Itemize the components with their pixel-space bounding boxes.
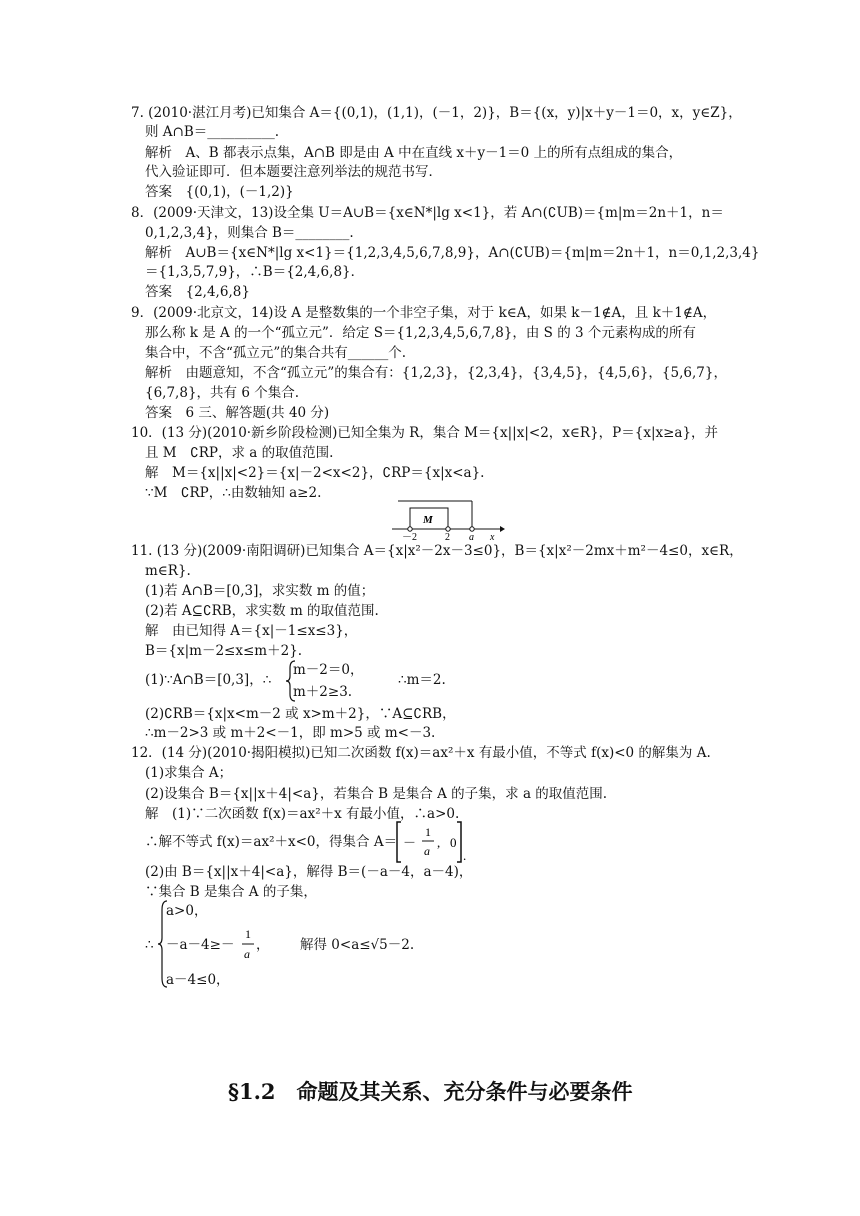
q9-analysis-1: 解析 由题意知，不含“孤立元”的集合有：{1,2,3}，{2,3,4}，{3,4,5}，{4,5,6}，{5,6,7}， — [145, 365, 727, 381]
q11-line-1: 11. (13 分)(2009·南阳调研)已知集合 A＝{x|x²－2x－3≤0}，B＝{x|x²－2mx＋m²－4≤0，x∈R， — [131, 543, 743, 559]
q9-answer-heading: 答案 6 三、解答题(共 40 分) — [145, 405, 330, 421]
point-2 — [446, 527, 450, 531]
interval-period: . — [463, 848, 467, 863]
q11-solution-2: B＝{x|m－2≤x≤m＋2}. — [145, 643, 303, 659]
q7-answer: 答案 {(0,1)，(－1,2)} — [145, 184, 294, 200]
q11-eq-row-2: m＋2≥3. — [293, 684, 353, 700]
q12-part-2: (2)设集合 B＝{x||x＋4|<a}，若集合 B 是集合 A 的子集，求 a 的取值范围. — [145, 786, 608, 802]
q7-analysis-1: 解析 A、B 都表示点集，A∩B 即是由 A 中在直线 x＋y－1＝0 上的所有点组成的集合， — [145, 145, 683, 161]
q8-line-2: 0,1,2,3,4}，则集合 B＝________. — [145, 225, 354, 241]
q8-analysis-2: ＝{1,3,5,7,9}，∴B＝{2,4,6,8}． — [145, 264, 365, 280]
q11-eq-row-1: m－2＝0， — [293, 662, 364, 678]
q12-solution-2: (2)由 B＝{x||x＋4|<a}，解得 B＝(－a－4，a－4)， — [145, 864, 473, 880]
q12-system-result: 解得 0<a≤√5－2. — [300, 937, 415, 953]
q12-solution-1: 解 (1)∵二次函数 f(x)＝ax²＋x 有最小值，∴a>0. — [145, 806, 460, 822]
q11-solution-1: 解 由已知得 A＝{x|－1≤x≤3}， — [145, 623, 358, 639]
section-title: §1.2 命题及其关系、充分条件与必要条件 — [228, 1079, 633, 1104]
q11-part-2: (2)若 A⊆∁RB，求实数 m 的取值范围. — [145, 603, 379, 619]
q10-solution-1: 解 M＝{x||x|<2}＝{x|－2<x<2}，∁RP＝{x|x<a}. — [145, 465, 485, 481]
q8-answer: 答案 {2,4,6,8} — [145, 284, 250, 300]
q7-analysis-2: 代入验证即可．但本题要注意列举法的规范书写． — [145, 164, 442, 180]
q12-part-1: (1)求集合 A； — [145, 765, 233, 781]
q10-line-1: 10．(13 分)(2010·新乡阶段检测)已知全集为 R，集合 M＝{x||x|<2，x∈R}，P＝{x|x≥a}，并 — [131, 425, 719, 441]
q12-system-row-2-post: ， — [256, 937, 270, 953]
q12-system-row-2-pre: －a－4≥－ — [166, 937, 235, 953]
fraction-denominator: a — [424, 844, 430, 858]
fraction-numerator: 1 — [425, 825, 431, 839]
tick-neg2: －2 — [402, 532, 417, 541]
set-m-label: M — [423, 514, 433, 526]
axis-arrow — [500, 526, 505, 532]
system-fraction-numerator: 1 — [245, 927, 251, 941]
point-a — [470, 527, 474, 531]
axis-x-label: x — [490, 532, 495, 541]
right-paren-bracket — [457, 822, 461, 862]
interval-comma: , — [437, 835, 441, 850]
q7-line-2: 则 A∩B＝__________. — [145, 124, 280, 140]
q12-system-row-1: a>0， — [166, 903, 208, 919]
q11-solution-3: (2)∁RB＝{x|x<m－2 或 x>m＋2}，∵A⊆∁RB， — [145, 706, 456, 722]
q9-line-1: 9．(2009·北京文，14)设 A 是整数集的一个非空子集，对于 k∈A，如果 k－1∉A，且 k＋1∉A， — [131, 305, 717, 321]
number-line-diagram — [388, 495, 508, 541]
interval-zero: 0 — [450, 835, 457, 850]
q11-line-2: m∈R}. — [145, 563, 191, 579]
tick-a: a — [469, 532, 474, 541]
q11-part-1: (1)若 A∩B＝[0,3]，求实数 m 的值； — [145, 583, 375, 599]
q10-solution-2: ∵M ∁RP，∴由数轴知 a≥2. — [145, 485, 322, 501]
q10-line-2: 且 M ∁RP，求 a 的取值范围. — [145, 445, 334, 461]
tick-2: 2 — [445, 532, 450, 541]
q12-set-a-lead: ∴解不等式 f(x)＝ax²＋x<0，得集合 A＝ — [145, 834, 398, 850]
q12-line-1: 12．(14 分)(2010·揭阳模拟)已知二次函数 f(x)＝ax²＋x 有最小值，不等式 f(x)<0 的解集为 A. — [131, 745, 711, 761]
q9-line-2: 那么称 k 是 A 的一个“孤立元”．给定 S＝{1,2,3,4,5,6,7,8}，由 S 的 3 个元素构成的所有 — [145, 325, 696, 341]
left-paren-bracket — [397, 822, 401, 862]
q9-analysis-2: {6,7,8}，共有 6 个集合. — [145, 385, 299, 401]
q12-system-row-3: a－4≤0， — [166, 972, 230, 988]
q12-solution-3: ∵集合 B 是集合 A 的子集， — [145, 884, 317, 900]
q7-line-1: 7. (2010·湛江月考)已知集合 A＝{(0,1)，(1,1)，(－1，2)}，B＝{(x，y)|x＋y－1＝0，x，y∈Z}， — [131, 105, 742, 121]
q11-eq-lead: (1)∵A∩B＝[0,3]，∴ — [145, 672, 272, 688]
q8-analysis-1: 解析 A∪B＝{x∈N*|lg x<1}＝{1,2,3,4,5,6,7,8,9}，A∩(∁UB)＝{m|m＝2n＋1，n＝0,1,2,3,4} — [145, 245, 760, 261]
q12-interval-a — [394, 820, 474, 864]
q11-solution-4: ∴m－2>3 或 m＋2<－1，即 m>5 或 m<－3. — [145, 725, 436, 741]
q12-system-lead: ∴ — [145, 937, 154, 953]
interval-minus: － — [403, 835, 417, 850]
system-fraction-denominator: a — [244, 947, 250, 961]
q11-eq-result: ∴m＝2. — [398, 672, 446, 688]
q8-line-1: 8．(2009·天津文，13)设全集 U＝A∪B＝{x∈N*|lg x<1}，若 A∩(∁UB)＝{m|m＝2n＋1，n＝ — [131, 205, 724, 221]
point-neg2 — [408, 527, 412, 531]
q9-line-3: 集合中，不含“孤立元”的集合共有______个. — [145, 345, 407, 361]
